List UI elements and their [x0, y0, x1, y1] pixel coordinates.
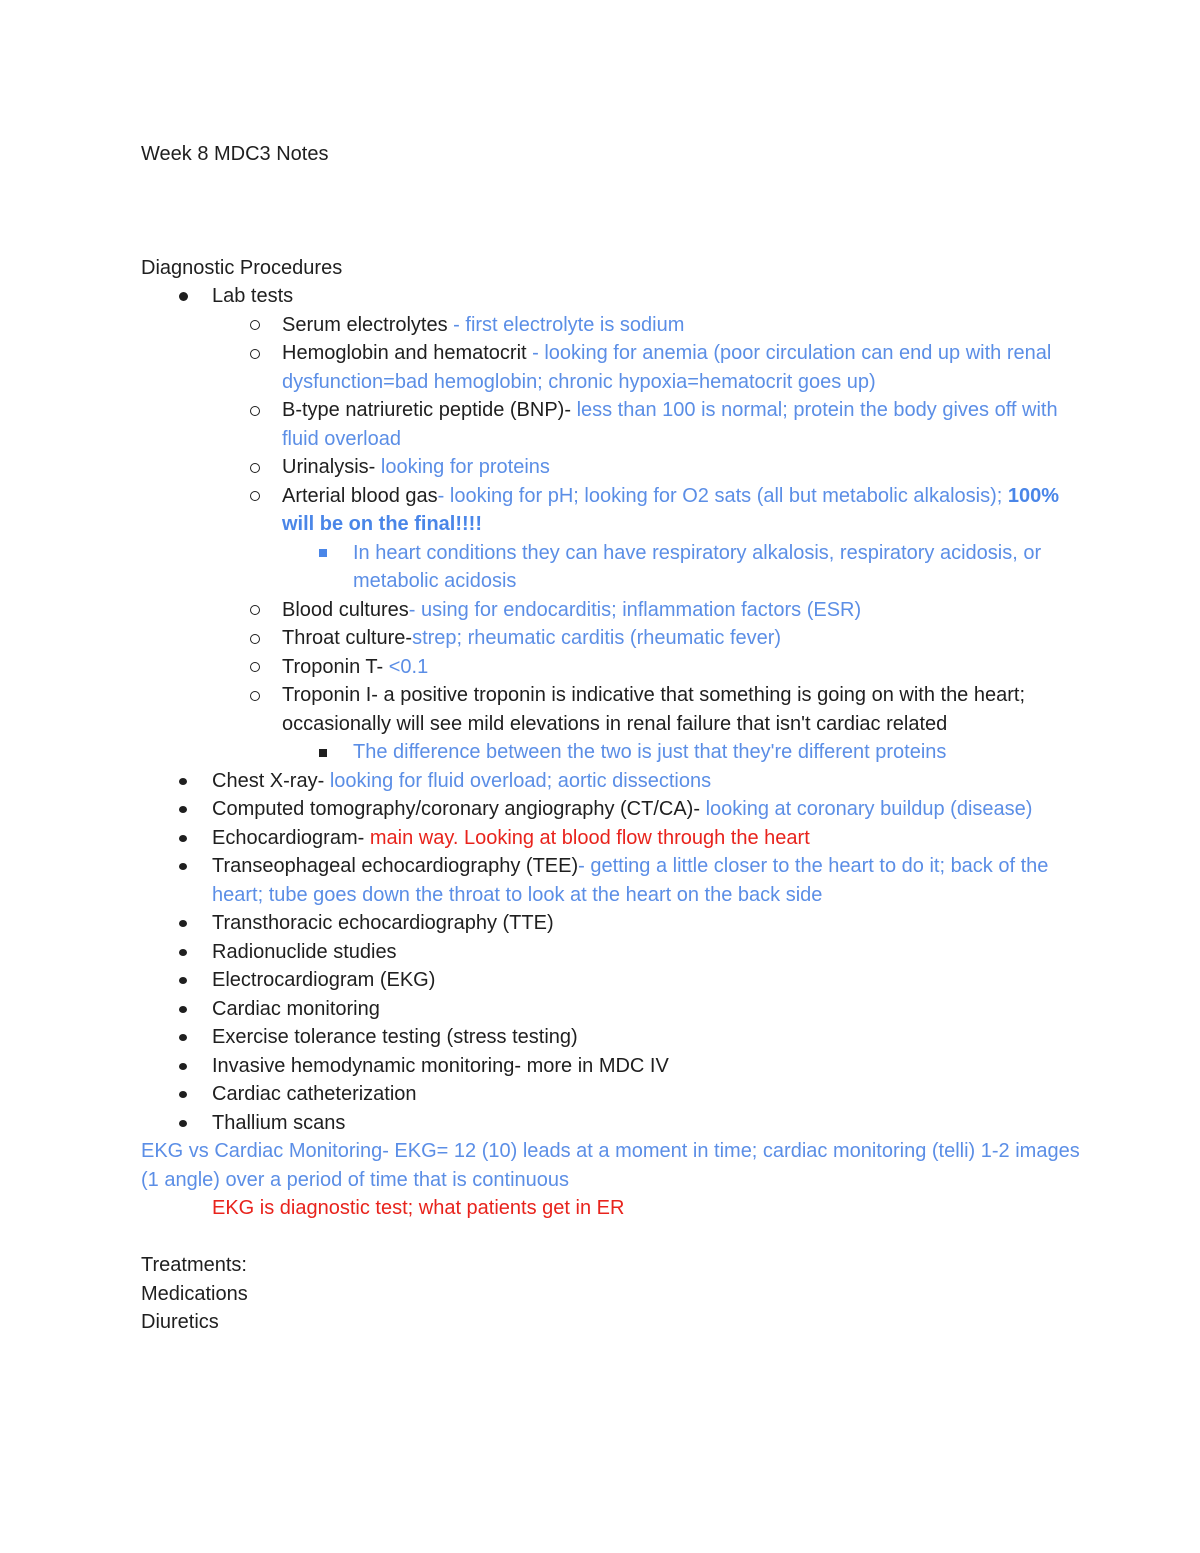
bullet-circle-icon	[250, 624, 260, 653]
lab-label: Serum electrolytes	[282, 313, 448, 336]
list-item-procedure: Thallium scans	[141, 1109, 1081, 1138]
page-title: Week 8 MDC3 Notes	[141, 143, 329, 165]
bullet-disc-icon	[179, 767, 187, 796]
lab-label: Troponin I- a positive troponin is indicative that something is going on with the heart; occasionally will see mild elevations in renal failure that isn't cardiac related	[282, 684, 1026, 735]
list-item-procedure: Echocardiogram- main way. Looking at blood flow through the heart	[141, 824, 1081, 853]
list-item-procedure: Electrocardiogram (EKG)	[141, 966, 1081, 995]
bullet-circle-icon	[250, 681, 260, 710]
bullet-disc-icon	[179, 938, 187, 967]
list-item-lab-tests: Lab tests	[141, 282, 1081, 311]
list-item-procedure: Chest X-ray- looking for fluid overload; aortic dissections	[141, 767, 1081, 796]
bullet-disc-icon	[179, 966, 187, 995]
bullet-disc-icon	[179, 1109, 187, 1138]
lab-note: strep; rheumatic carditis (rheumatic fever)	[412, 627, 782, 649]
lab-label: Troponin T-	[282, 655, 389, 678]
lab-label: Arterial blood gas	[282, 484, 438, 507]
lab-label: Hemoglobin and hematocrit	[282, 342, 527, 364]
list-item-procedure: Cardiac catheterization	[141, 1080, 1081, 1109]
bullet-circle-icon	[250, 653, 260, 682]
bullet-disc-icon	[179, 282, 188, 311]
document-page	[141, 140, 1081, 1337]
lab-note: - first electrolyte is sodium	[447, 313, 685, 336]
medications-line: Medications	[141, 1282, 248, 1305]
bullet-square-icon	[319, 738, 327, 767]
bullet-disc-icon	[179, 1023, 187, 1052]
lab-note: less than 100 is normal; protein the body gives off with fluid overload	[282, 399, 1058, 450]
list-item-lab	[141, 624, 1081, 653]
bullet-disc-icon	[179, 795, 187, 824]
bullet-circle-icon	[250, 596, 260, 625]
lab-note: - using for endocarditis; inflammation factors (ESR)	[408, 598, 862, 621]
diuretics-line: Diuretics	[141, 1311, 219, 1333]
ekg-red-note: EKG is diagnostic test; what patients get in ER	[212, 1197, 625, 1219]
bullet-disc-icon	[179, 824, 187, 853]
treatments-heading: Treatments:	[141, 1254, 247, 1276]
list-item-lab	[141, 453, 1081, 482]
list-item-lab	[141, 396, 1081, 453]
list-item-procedure: Radionuclide studies	[141, 938, 1081, 967]
lab-note: <0.1	[388, 655, 429, 678]
lab-note: - looking for pH; looking for O2 sats (all but metabolic alkalosis);	[437, 484, 1008, 507]
lab-note: - looking for anemia (poor circulation can end up with renal dysfunction=bad hemoglobin; chronic hypoxia=hematocrit goes up)	[282, 342, 1052, 393]
bullet-circle-icon	[250, 482, 260, 511]
list-item-lab	[141, 596, 1081, 625]
bullet-disc-icon	[179, 995, 187, 1024]
list-item-procedure: Transeophageal echocardiography (TEE)- getting a little closer to the heart to do it; back of the heart; tube goes down the throat to look at the heart on the back side	[141, 852, 1081, 909]
bullet-disc-icon	[179, 852, 187, 881]
bullet-square-icon	[319, 539, 327, 568]
list-item-lab	[141, 482, 1081, 539]
list-item-procedure: Computed tomography/coronary angiography (CT/CA)- looking at coronary buildup (disease)	[141, 795, 1081, 824]
lab-label: B-type natriuretic peptide (BNP)-	[282, 399, 577, 421]
lab-label: Blood cultures	[282, 598, 409, 621]
lab-label: Throat culture-	[282, 627, 413, 649]
list-item-procedure: Transthoracic echocardiography (TTE)	[141, 909, 1081, 938]
ekg-vs-paragraph: EKG vs Cardiac Monitoring- EKG= 12 (10) leads at a moment in time; cardiac monitoring (telli) 1-2 images (1 angle) over a period of time that is continuous	[141, 1140, 1080, 1191]
list-item-procedure: Invasive hemodynamic monitoring- more in MDC IV	[141, 1052, 1081, 1081]
list-item-sub: In heart conditions they can have respiratory alkalosis, respiratory acidosis, or metabolic acidosis	[141, 539, 1081, 596]
lab-label: Urinalysis-	[282, 456, 381, 478]
list-item-lab	[141, 653, 1081, 682]
bullet-disc-icon	[179, 909, 187, 938]
lab-emphasis: 100% will be on the final!!!!	[282, 484, 1060, 535]
list-item-lab	[141, 311, 1081, 340]
list-item-lab	[141, 339, 1081, 396]
bullet-disc-icon	[179, 1052, 187, 1081]
list-item-procedure: Exercise tolerance testing (stress testing)	[141, 1023, 1081, 1052]
bullet-disc-icon	[179, 1080, 187, 1109]
bullet-circle-icon	[250, 453, 260, 482]
list-item-lab	[141, 681, 1081, 738]
section-heading-diagnostic: Diagnostic Procedures	[141, 256, 343, 279]
list-item-sub: The difference between the two is just that they're different proteins	[141, 738, 1081, 767]
bullet-circle-icon	[250, 339, 260, 368]
lab-note: looking for proteins	[380, 456, 550, 478]
bullet-circle-icon	[250, 396, 260, 425]
list-item-procedure: Cardiac monitoring	[141, 995, 1081, 1024]
bullet-circle-icon	[250, 311, 260, 340]
